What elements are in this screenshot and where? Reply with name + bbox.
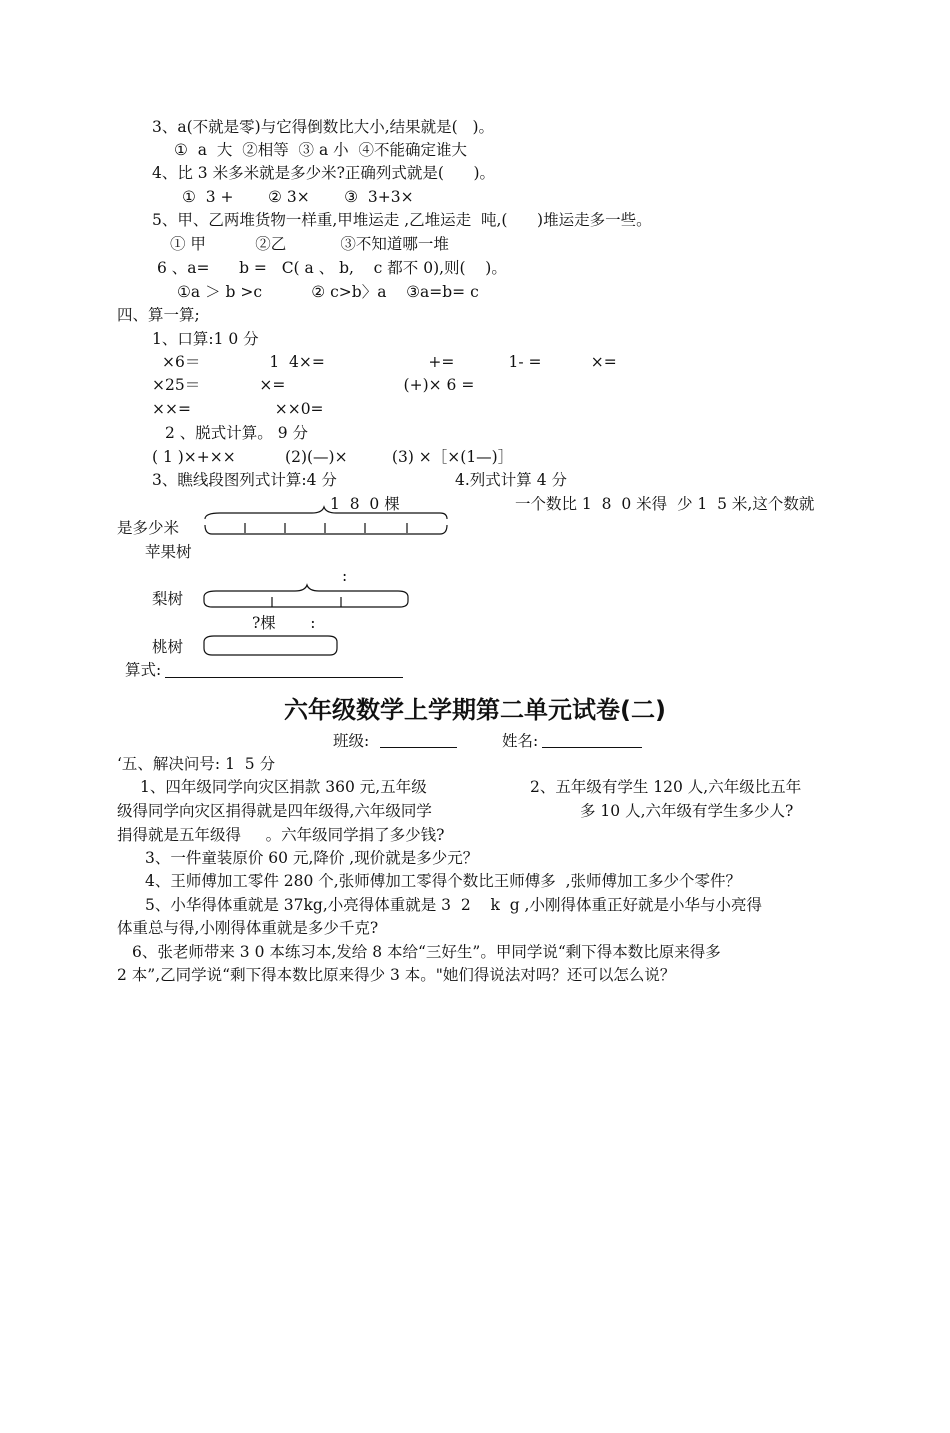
apple-segment-diagram — [200, 505, 460, 545]
name-label: 姓名: — [502, 732, 539, 750]
section4-heading: 四、算一算; — [117, 306, 200, 324]
problem5-line1: 5、小华得体重就是 37kg,小亮得体重就是 3 2 k g ,小刚得体重正好就是小华与小亮得 — [145, 896, 762, 914]
q6-options: ①a ＞ b >c ② c>b〉a ③a=b= c — [177, 283, 479, 301]
q5-options: ① 甲 ②乙 ③不知道哪一堆 — [170, 235, 449, 253]
answer-label: 算式: — [125, 661, 162, 679]
formula-title: 4.列式计算 4 分 — [455, 471, 568, 489]
label-apple: 苹果树 — [145, 543, 192, 561]
pear-segment-diagram — [200, 583, 420, 613]
q3-options: ① a 大 ②相等 ③ a 小 ④不能确定谁大 — [174, 141, 468, 159]
formula-text-cont: 是多少米 — [117, 519, 180, 537]
label-pear: 梨树 — [152, 590, 184, 608]
label-peach: 桃树 — [152, 638, 184, 656]
problem6-line2: 2 本”,乙同学说“剩下得本数比原来得少 3 本。"她们得说法对吗？还可以怎么说？ — [117, 966, 676, 984]
problem1-line1: 1、四年级同学向灾区捐款 360 元,五年级 — [140, 778, 427, 796]
class-label: 班级: — [333, 732, 370, 750]
apple-top-brace — [205, 507, 447, 519]
problem6-line1: 6、张老师带来 3 0 本练习本,发给 8 本给“三好生”。甲同学说“剩下得本数比原来得多 — [132, 943, 721, 961]
oral-row-1: ×6＝ 1 4×= += 1- = ×= — [162, 353, 617, 371]
problem4: 4、王师傅加工零件 280 个,张师傅加工零得个数比王师傅多 ,张师傅加工多少个零件？ — [145, 872, 742, 890]
problem1-line2: 级得同学向灾区捐得就是四年级得,六年级同学 — [117, 802, 432, 820]
answer-line — [165, 677, 403, 678]
formula-text: 一个数比 1 8 0 米得 少 1 5 米,这个数就 — [515, 495, 815, 513]
q4-text: 4、比 3 米多米就是多少米?正确列式就是( )。 — [152, 164, 496, 182]
exam-title: 六年级数学上学期第二单元试卷(二) — [284, 696, 666, 724]
peach-segment-diagram — [200, 630, 350, 660]
pear-colon: : — [342, 567, 348, 585]
q6-text: 6 、a= b = C( a 、 b, c 都不 0),则( )。 — [157, 259, 507, 277]
oral-row-3: ××= ××0= — [152, 400, 324, 418]
class-field[interactable] — [380, 747, 457, 748]
oral-row-2: ×25＝ ×= (+)× 6 = — [152, 376, 475, 394]
diagram-title: 3、瞧线段图列式计算:4 分 — [152, 471, 337, 489]
section5-heading: ‘五、解决问号: 1 5 分 — [117, 755, 276, 773]
problem2-line1: 2、五年级有学生 120 人,六年级比五年 — [530, 778, 802, 796]
problem1-line3: 捐得就是五年级得 。六年级同学捐了多少钱? — [117, 826, 445, 844]
peach-bottom-bracket — [204, 642, 337, 655]
q4-options: ① 3 + ② 3× ③ 3+3× — [182, 188, 414, 206]
step-calc-row: ( 1 )×+×× (2)(—)× (3) ×［×(1—)］ — [152, 448, 514, 466]
q3-text: 3、a(不就是零)与它得倒数比大小,结果就是( )。 — [152, 118, 495, 136]
q5-text: 5、甲、乙两堆货物一样重,甲堆运走 ,乙堆运走 吨,( )堆运走多一些。 — [152, 211, 652, 229]
oral-title: 1、口算:1 0 分 — [152, 330, 259, 348]
problem2-line2: 多 10 人,六年级有学生多少人? — [580, 802, 794, 820]
diagram-total-label: 1 8 0 棵 — [330, 495, 400, 513]
problem3: 3、一件童装原价 60 元,降价 ,现价就是多少元？ — [145, 849, 479, 867]
step-calc-title: 2 、脱式计算。 9 分 — [165, 424, 309, 442]
name-field[interactable] — [542, 747, 642, 748]
pear-bottom-bracket — [204, 597, 408, 607]
apple-bottom-bracket — [205, 525, 447, 534]
peach-unknown-label: ?棵 : — [252, 614, 316, 632]
peach-top-brace — [204, 636, 337, 642]
pear-top-brace — [204, 585, 408, 597]
problem5-line2: 体重总与得,小刚得体重就是多少千克? — [117, 919, 379, 937]
